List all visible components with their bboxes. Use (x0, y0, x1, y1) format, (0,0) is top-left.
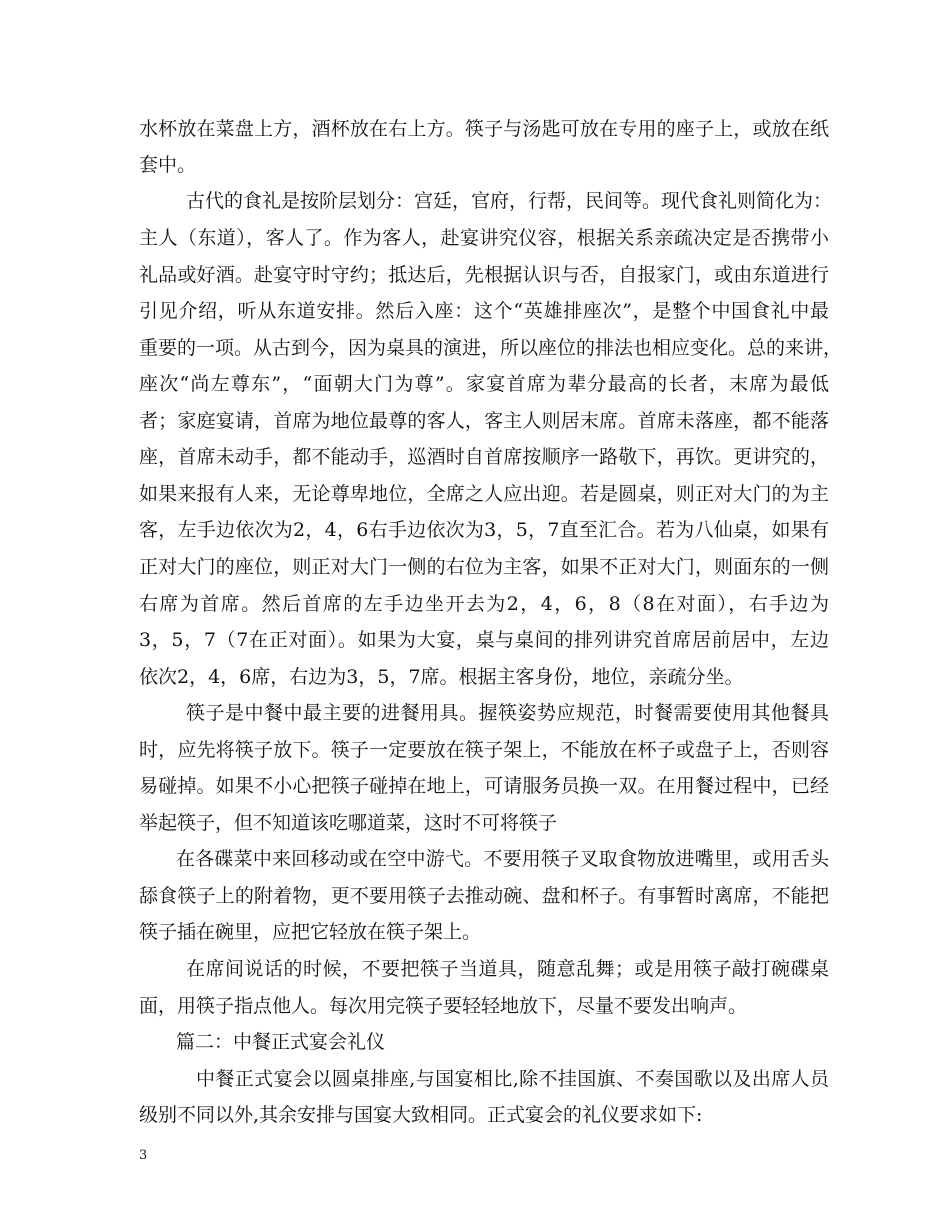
text-line: 依次2，4，6席，右边为3，5，7席。根据主客身份，地位，亲疏分坐。 (139, 666, 744, 688)
text-line: 礼品或好酒。赴宴守时守约；抵达后，先根据认识与否，自报家门，或由东道进行 (139, 264, 829, 286)
text-line: 水杯放在菜盘上方，酒杯放在右上方。筷子与汤匙可放在专用的座子上，或放在纸 (139, 118, 829, 140)
text-line: 座，首席未动手，都不能动手，巡酒时自首席按顺序一路敬下，再饮。更讲究的， (139, 446, 829, 468)
text-line: 在席间说话的时候，不要把筷子当道具，随意乱舞；或是用筷子敲打碗碟桌 (186, 958, 829, 980)
text-line: 右席为首席。然后首席的左手边坐开去为2，4，6，8（8在对面），右手边为 (139, 593, 829, 615)
section-heading: 篇二：中餐正式宴会礼仪 (176, 1031, 386, 1053)
text-line: 重要的一项。从古到今，因为桌具的演进，所以座位的排法也相应变化。总的来讲， (139, 337, 843, 359)
text-line: 筷子是中餐中最主要的进餐用具。握筷姿势应规范，时餐需要使用其他餐具 (186, 702, 829, 724)
text-line: 面，用筷子指点他人。每次用完筷子要轻轻地放下，尽量不要发出响声。 (139, 995, 748, 1017)
text-line: 者；家庭宴请，首席为地位最尊的客人，客主人则居末席。首席未落座，都不能落 (139, 410, 829, 432)
text-line: 正对大门的座位，则正对大门一侧的右位为主客，如果不正对大门，则面东的一侧 (139, 556, 829, 578)
text-line: 时，应先将筷子放下。筷子一定要放在筷子架上，不能放在杯子或盘子上，否则容 (139, 739, 829, 761)
text-line: 中餐正式宴会以圆桌排座,与国宴相比,除不挂国旗、不奏国歌以及出席人员 (196, 1068, 829, 1090)
text-line: 引见介绍，听从东道安排。然后入座：这个“英雄排座次”，是整个中国食礼中最 (139, 300, 829, 322)
text-line: 舔食筷子上的附着物，更不要用筷子去推动碗、盘和杯子。有事暂时离席，不能把 (139, 885, 829, 907)
text-line: 主人（东道），客人了。作为客人，赴宴讲究仪容，根据关系亲疏决定是否携带小 (139, 227, 829, 249)
text-line: 级别不同以外,其余安排与国宴大致相同。正式宴会的礼仪要求如下: (139, 1104, 703, 1126)
page-number: 3 (139, 1148, 148, 1163)
text-line: 在各碟菜中来回移动或在空中游弋。不要用筷子叉取食物放进嘴里，或用舌头 (176, 848, 829, 870)
text-line: 3，5，7（7在正对面）。如果为大宴，桌与桌间的排列讲究首席居前居中，左边 (139, 629, 829, 651)
text-line: 古代的食礼是按阶层划分：宫廷，官府，行帮，民间等。现代食礼则简化为： (186, 190, 833, 212)
text-line: 易碰掉。如果不小心把筷子碰掉在地上，可请服务员换一双。在用餐过程中，已经 (139, 775, 829, 797)
text-line: 筷子插在碗里，应把它轻放在筷子架上。 (139, 921, 482, 943)
text-line: 客，左手边依次为2，4，6右手边依次为3，5，7直至汇合。若为八仙桌，如果有 (139, 519, 829, 541)
text-line: 举起筷子，但不知道该吃哪道菜，这时不可将筷子 (139, 812, 558, 834)
text-line: 如果来报有人来，无论尊卑地位，全席之人应出迎。若是圆桌，则正对大门的为主 (139, 483, 829, 505)
text-line: 座次“尚左尊东”，“面朝大门为尊”。家宴首席为辈分最高的长者，末席为最低 (139, 373, 829, 395)
text-line: 套中。 (139, 154, 197, 176)
